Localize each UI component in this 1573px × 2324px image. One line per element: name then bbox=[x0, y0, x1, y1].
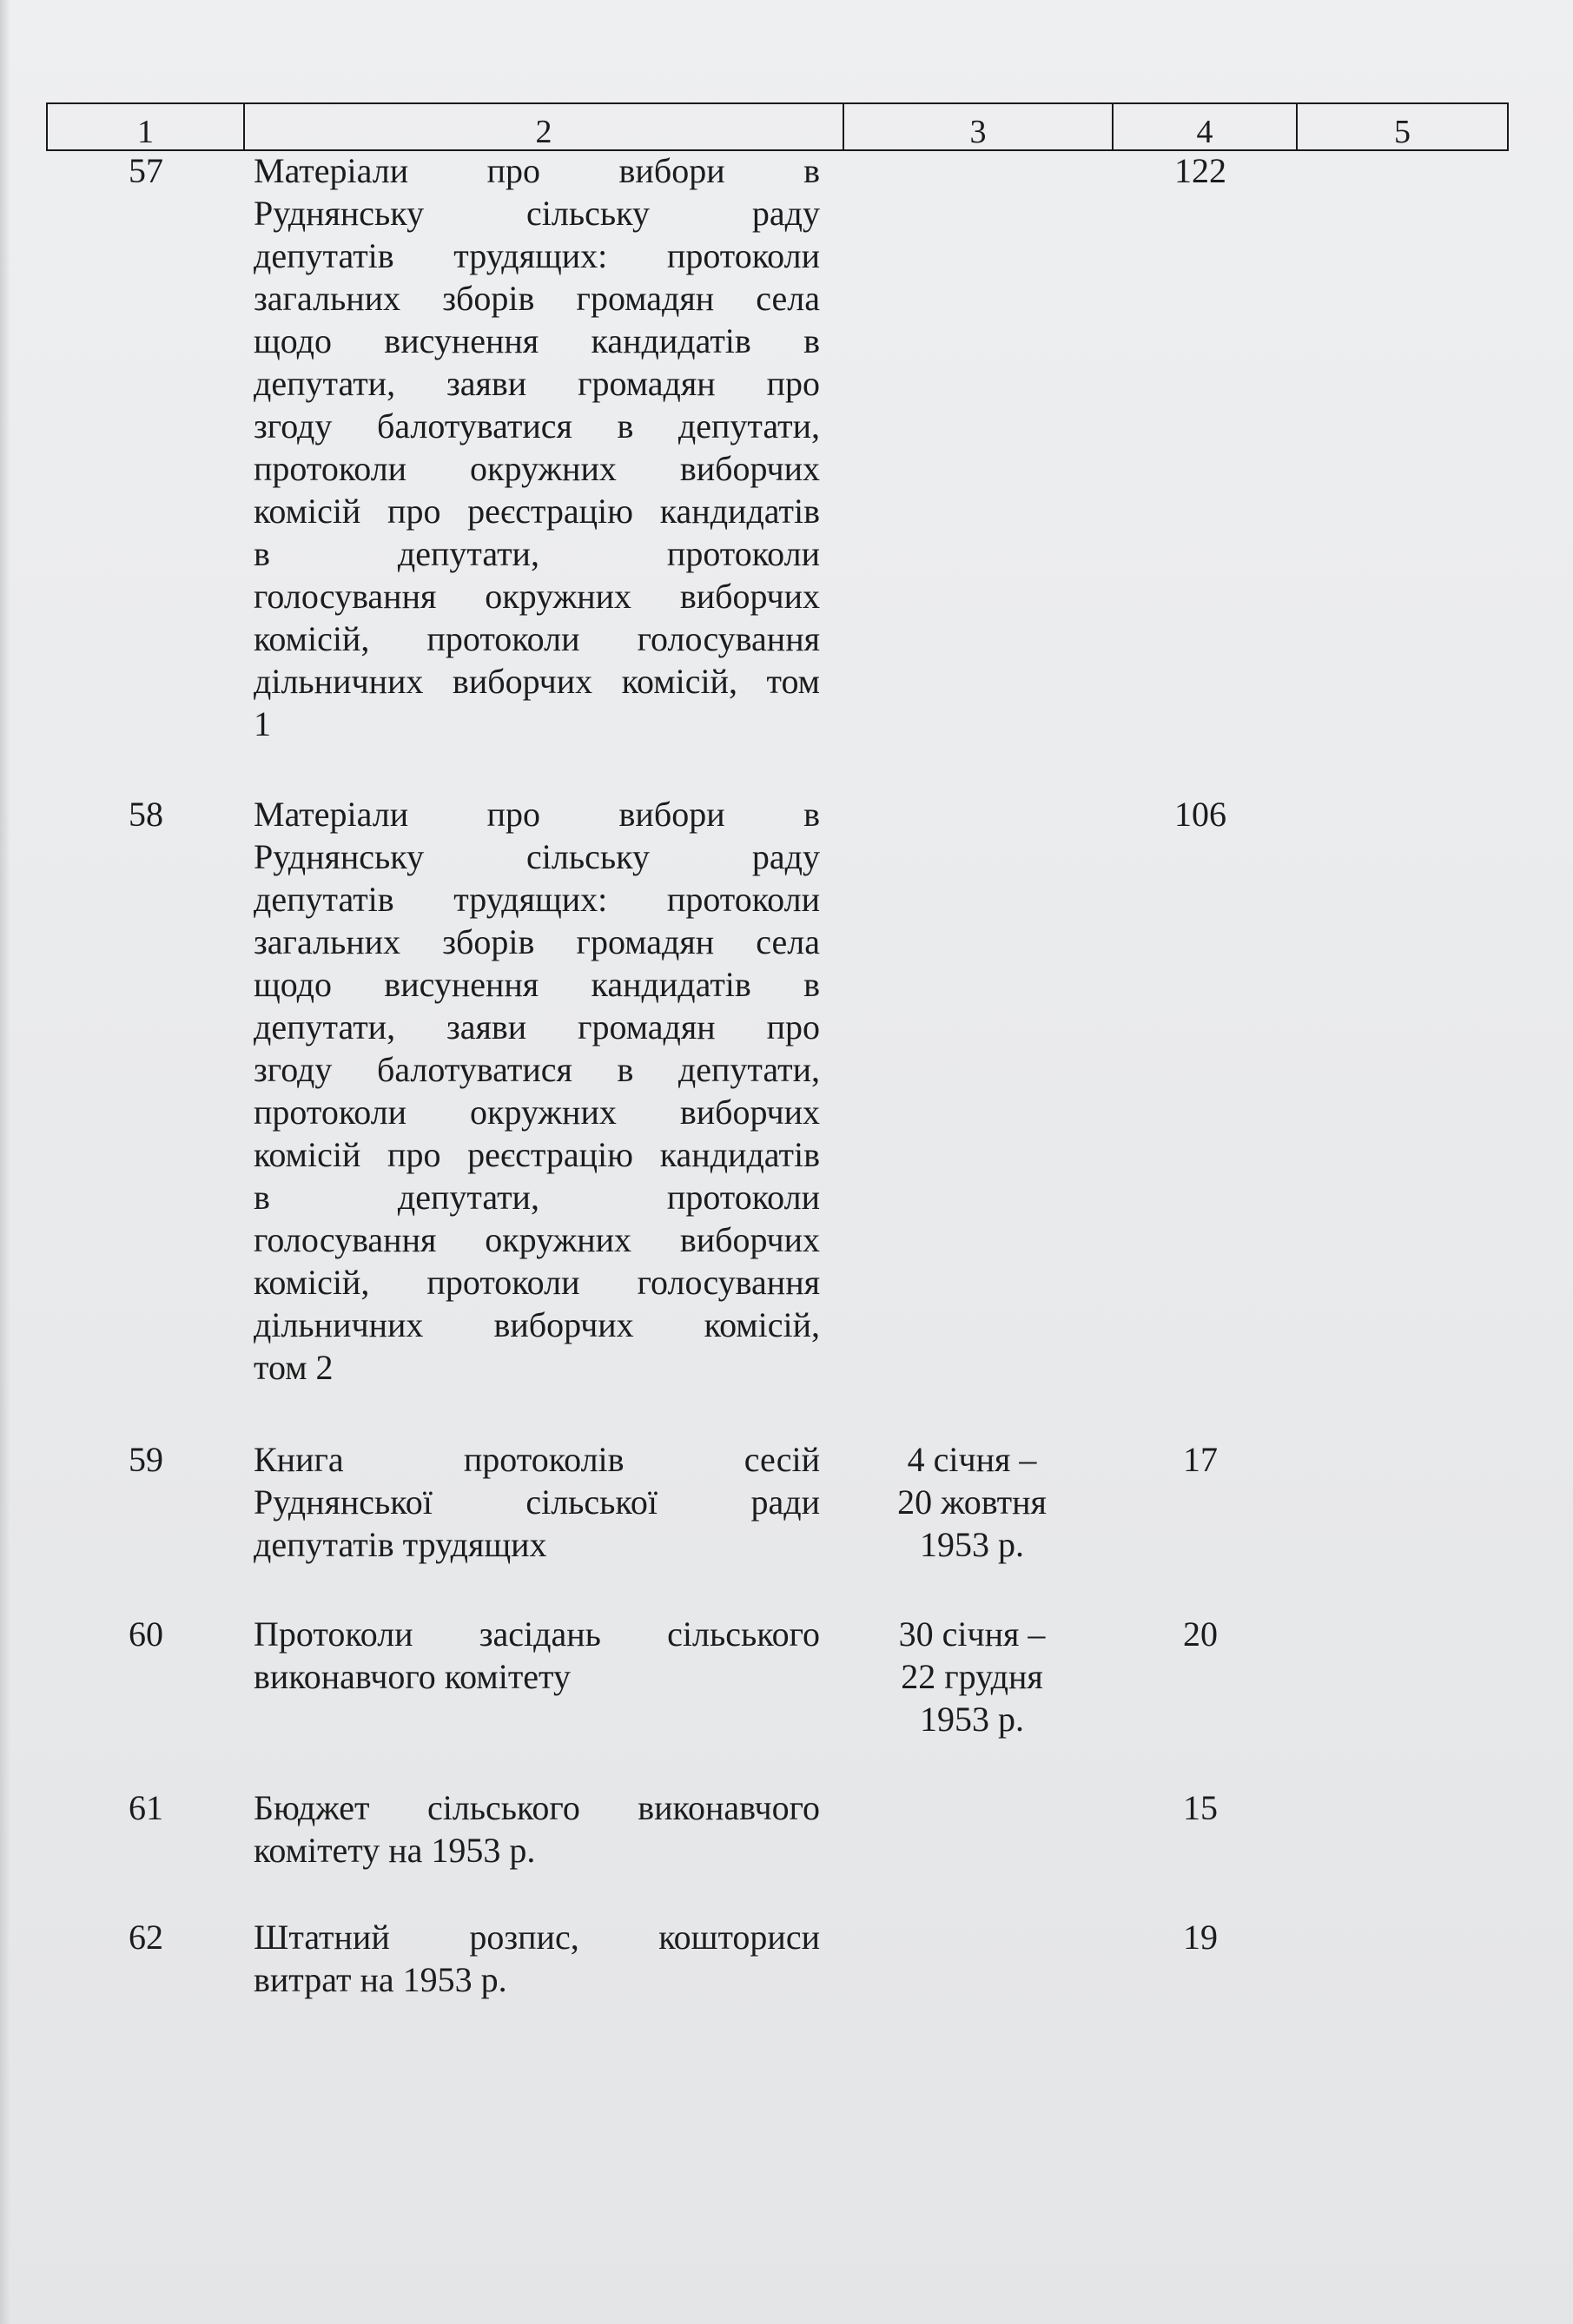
title-line: в депутати, протоколи bbox=[254, 534, 820, 573]
title-line: виконавчого комітету bbox=[254, 1657, 571, 1696]
column-header-table bbox=[46, 102, 1509, 151]
item-title bbox=[254, 1438, 820, 1566]
title-line: Руднянської сільської ради bbox=[254, 1482, 820, 1522]
item-number: 59 bbox=[129, 1440, 163, 1479]
item-number: 60 bbox=[129, 1614, 163, 1654]
title-line: загальних зборів громадян села bbox=[254, 922, 820, 961]
title-line: Штатний розпис, кошториси bbox=[254, 1918, 820, 1957]
title-line: згоду балотуватися в депутати, bbox=[254, 1050, 820, 1089]
column-header-4: 4 bbox=[1113, 103, 1297, 150]
column-header-3: 3 bbox=[843, 103, 1113, 150]
date-line: 4 січня – bbox=[907, 1440, 1037, 1479]
title-line: Книга протоколів сесій bbox=[254, 1440, 820, 1479]
title-line: комісій, протоколи голосування bbox=[254, 619, 820, 658]
title-line: загальних зборів громадян села bbox=[254, 279, 820, 318]
title-line: депутати, заяви громадян про bbox=[254, 1007, 820, 1046]
title-line: голосування окружних виборчих bbox=[254, 577, 820, 616]
title-line: депутатів трудящих: протоколи bbox=[254, 880, 820, 919]
date-line: 20 жовтня bbox=[897, 1482, 1047, 1522]
item-sheet-count: 20 bbox=[1183, 1614, 1218, 1654]
item-title bbox=[254, 149, 820, 745]
item-title bbox=[254, 1916, 820, 2001]
title-line: згоду балотуватися в депутати, bbox=[254, 406, 820, 446]
title-line: комітету на 1953 р. bbox=[254, 1831, 536, 1870]
item-title bbox=[254, 793, 820, 1389]
title-line: комісій, протоколи голосування bbox=[254, 1263, 820, 1302]
title-line: Матеріали про вибори в bbox=[254, 795, 820, 834]
title-line: Матеріали про вибори в bbox=[254, 151, 820, 190]
item-title bbox=[254, 1786, 820, 1872]
title-line: депутатів трудящих bbox=[254, 1525, 547, 1564]
item-title bbox=[254, 1613, 820, 1698]
title-line: Протоколи засідань сільського bbox=[254, 1614, 820, 1654]
title-line: дільничних виборчих комісій, bbox=[254, 1305, 820, 1344]
title-line: протоколи окружних виборчих bbox=[254, 449, 820, 488]
column-header-row bbox=[47, 103, 1508, 150]
title-line: щодо висунення кандидатів в bbox=[254, 321, 820, 360]
title-line: в депутати, протоколи bbox=[254, 1178, 820, 1217]
title-line: Руднянську сільську раду bbox=[254, 837, 820, 876]
title-line: голосування окружних виборчих bbox=[254, 1220, 820, 1259]
title-line: Руднянську сільську раду bbox=[254, 194, 820, 233]
item-dates bbox=[839, 1438, 1105, 1566]
title-line: Бюджет сільського виконавчого bbox=[254, 1788, 820, 1827]
column-header-5: 5 bbox=[1297, 103, 1508, 150]
date-line: 1953 р. bbox=[920, 1525, 1024, 1564]
item-sheet-count: 19 bbox=[1183, 1918, 1218, 1957]
item-number: 58 bbox=[129, 795, 163, 834]
item-number: 57 bbox=[129, 151, 163, 190]
item-dates bbox=[839, 1613, 1105, 1740]
item-sheet-count: 122 bbox=[1174, 151, 1226, 190]
date-line: 1953 р. bbox=[920, 1700, 1024, 1739]
item-sheet-count: 106 bbox=[1174, 795, 1226, 834]
date-line: 30 січня – bbox=[898, 1614, 1046, 1654]
item-number: 62 bbox=[129, 1918, 163, 1957]
title-line: депутатів трудящих: протоколи bbox=[254, 236, 820, 275]
title-line: протоколи окружних виборчих bbox=[254, 1093, 820, 1132]
title-line: комісій про реєстрацію кандидатів bbox=[254, 492, 820, 531]
title-line: щодо висунення кандидатів в bbox=[254, 965, 820, 1004]
title-line: 1 bbox=[254, 704, 271, 743]
date-line: 22 грудня bbox=[901, 1657, 1043, 1696]
column-header-2: 2 bbox=[244, 103, 843, 150]
item-sheet-count: 15 bbox=[1183, 1788, 1218, 1827]
title-line: депутати, заяви громадян про bbox=[254, 364, 820, 403]
item-number: 61 bbox=[129, 1788, 163, 1827]
title-line: витрат на 1953 р. bbox=[254, 1960, 507, 1999]
title-line: дільничних виборчих комісій, том bbox=[254, 662, 820, 701]
title-line: том 2 bbox=[254, 1348, 334, 1387]
title-line: комісій про реєстрацію кандидатів bbox=[254, 1135, 820, 1174]
page-edge-shadow bbox=[0, 0, 10, 2324]
column-header-1: 1 bbox=[47, 103, 244, 150]
item-sheet-count: 17 bbox=[1183, 1440, 1218, 1479]
